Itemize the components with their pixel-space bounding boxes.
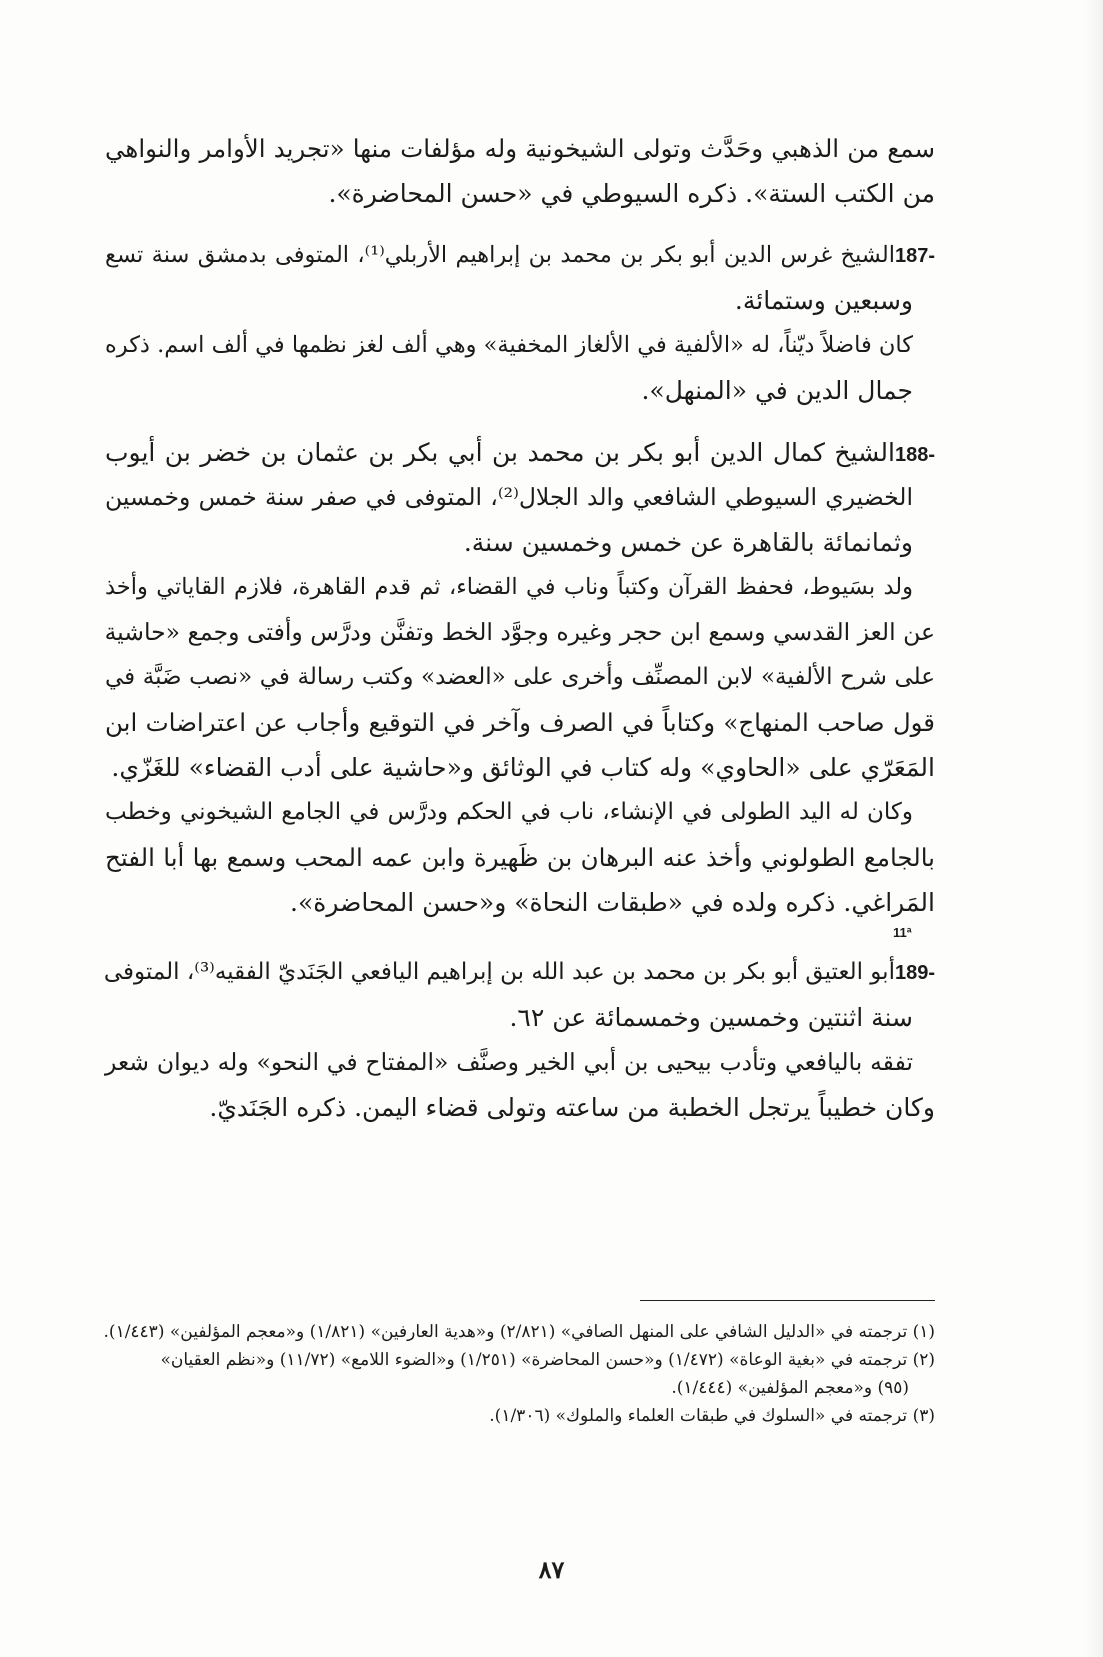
entry-187	[105, 233, 935, 413]
text-line: المَراغي. ذكره ولده في «طبقات النحاة» و«حسن المحاضرة».	[290, 888, 935, 917]
text-line: على شرح الألفية» لابن المصنِّف وأخرى على «العضد» وكتب رسالة في «نصب ضَبَّة في	[105, 664, 935, 690]
entry-189	[105, 950, 935, 1130]
entry-number: 189-	[894, 962, 935, 984]
text-line: وثمانمائة بالقاهرة عن خمس وخمسين سنة.	[463, 528, 913, 557]
text-line: المَعَرّي على «الحاوي» وله كتاب في الوثائق و«حاشية على أدب القضاء» للغَزّي.	[111, 753, 935, 782]
text-line: تفقه باليافعي وتأدب بيحيى بن أبي الخير وصنَّف «المفتاح في النحو» وله ديوان شعر	[105, 1048, 913, 1076]
paragraph-continuation	[105, 126, 935, 216]
entry-heading-line	[105, 233, 935, 278]
page-number: ٨٧	[538, 1555, 565, 1584]
text-line: جمال الدين في «المنهل».	[641, 376, 913, 405]
footnote-continuation: (٩٥) و«معجم المؤلفين» (١/٤٤٤).	[671, 1378, 909, 1398]
margin-marker: 11ª	[893, 925, 912, 940]
entry-188	[105, 430, 935, 925]
entry-number: 187-	[894, 245, 935, 267]
text-line: قول صاحب المنهاج» وكتاباً في الصرف وآخر في التوقيع وأجاب عن اعتراضات ابن	[105, 708, 935, 737]
footnote: (١) ترجمته في «الدليل الشافي على المنهل الصافي» (٢/٨٢١) و«هدية العارفين» (١/٨٢١) و«معجم المؤلفين» (١/٤٤٣).	[103, 1322, 935, 1342]
entry-heading-line	[105, 950, 935, 995]
scan-edge-shadow	[1085, 0, 1103, 1657]
footnote-separator	[640, 1300, 935, 1301]
footnote: (٣) ترجمته في «السلوك في طبقات العلماء والملوك» (١/٣٠٦).	[489, 1406, 935, 1426]
text-line: وكان له اليد الطولى في الإنشاء، ناب في الحكم ودرَّس في الجامع الشيخوني وخطب	[105, 799, 913, 825]
text-line: الشيخ كمال الدين أبو بكر بن محمد بن أبي بكر بن عثمان بن خضر بن أيوب	[105, 438, 895, 467]
text-line: كان فاضلاً ديّناً، له «الألفية في الألغاز المخفية» وهي ألف لغز نظمها في ألف اسم. ذكره	[105, 332, 913, 358]
footnotes	[105, 1318, 935, 1430]
text-line: وسبعين وستمائة.	[734, 286, 913, 315]
text-line: عن العز القدسي وسمع ابن حجر وغيره وجوَّد الخط وتفنَّن ودرَّس وأفتى وجمع «حاشية	[104, 618, 935, 646]
entry-number: 188-	[894, 444, 935, 466]
text-line: سمع من الذهبي وحَدَّث وتولى الشيخونية وله مؤلفات منها «تجريد الأوامر والنواهي	[105, 134, 935, 163]
text-line: وكان خطيباً يرتجل الخطبة من ساعته وتولى قضاء اليمن. ذكره الجَنَديّ.	[209, 1093, 935, 1122]
entry-heading-line	[105, 430, 935, 475]
text-line: أبو العتيق أبو بكر بن محمد بن عبد الله بن إبراهيم اليافعي الجَنَديّ الفقيه⁽³⁾، المتوفى	[103, 959, 895, 985]
text-line: الشيخ غرس الدين أبو بكر بن محمد بن إبراهيم الأربلي⁽¹⁾، المتوفى بدمشق سنة تسع	[105, 242, 895, 268]
footnote: (٢) ترجمته في «بغية الوعاة» (١/٤٧٢) و«حسن المحاضرة» (١/٢٥١) و«الضوء اللامع» (١١/٧٢) و«نظم العقيان»	[160, 1350, 935, 1370]
text-line: سنة اثنتين وخمسين وخمسمائة عن ٦٢.	[509, 1003, 913, 1032]
text-line: ولد بسَيوط، فحفظ القرآن وكتباً وناب في القضاء، ثم قدم القاهرة، فلازم القاياتي وأخذ	[105, 574, 913, 600]
text-line: الخضيري السيوطي الشافعي والد الجلال⁽²⁾، المتوفى في صفر سنة خمس وخمسين	[105, 483, 913, 511]
text-line: بالجامع الطولوني وأخذ عنه البرهان بن ظَهيرة وابن عمه المحب وسمع بها أبا الفتح	[105, 843, 935, 872]
text-line: من الكتب الستة». ذكره السيوطي في «حسن المحاضرة».	[328, 179, 935, 208]
